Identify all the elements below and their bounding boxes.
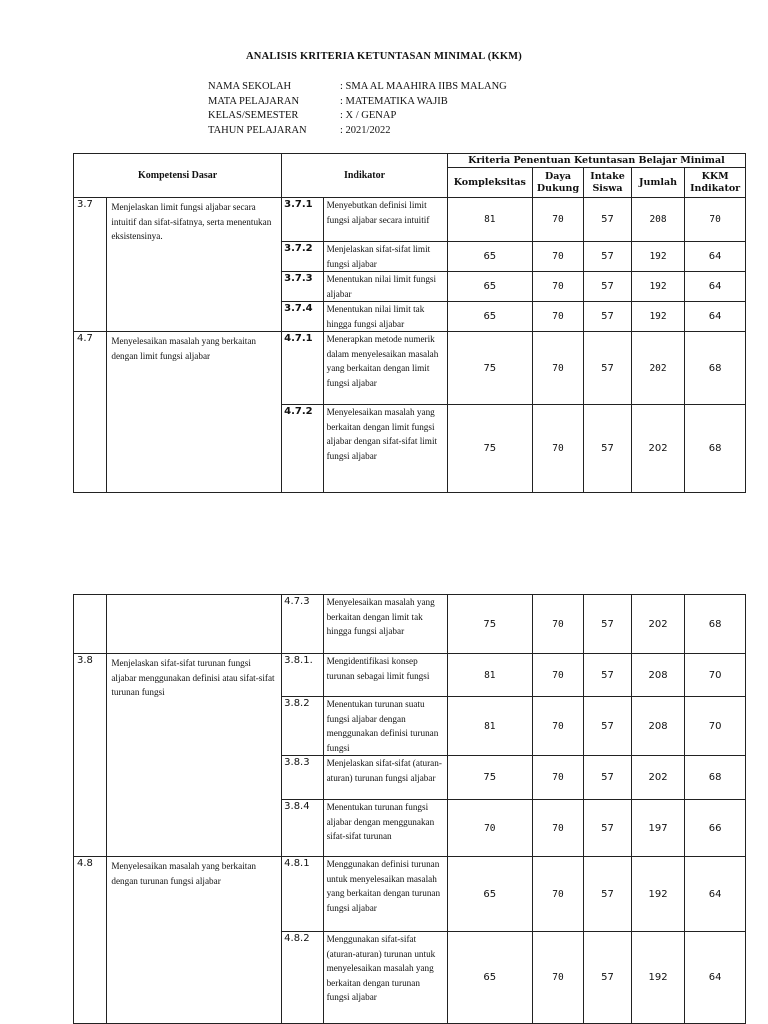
value-jumlah: 202	[631, 756, 685, 800]
value-kkm: 64	[685, 302, 746, 332]
value-jumlah: 192	[631, 242, 685, 272]
indicator-number: 3.7.1	[282, 198, 323, 242]
value-intake: 57	[584, 697, 631, 756]
value-kompleksitas: 65	[447, 857, 532, 932]
indicator-number: 3.7.2	[282, 242, 323, 272]
indicator-text: Menggunakan sifat-sifat (aturan-aturan) turunan untuk menyelesaikan masalah yang berkaitan dengan turunan fungsi aljabar	[323, 932, 447, 1024]
value-intake: 57	[584, 857, 631, 932]
meta-row-subject	[208, 95, 507, 110]
value-intake: 57	[584, 272, 631, 302]
document-title: ANALISIS KRITERIA KETUNTASAN MINIMAL (KKM)	[246, 51, 522, 62]
value-daya-dukung: 70	[532, 405, 584, 493]
meta-value: : SMA AL MAAHIRA IIBS MALANG	[340, 81, 507, 92]
value-daya-dukung: 70	[532, 595, 584, 654]
header-kkm-indikator: KKM Indikator	[685, 168, 746, 198]
meta-label: TAHUN PELAJARAN	[208, 124, 307, 136]
value-kompleksitas: 65	[447, 242, 532, 272]
indicator-text: Menentukan turunan fungsi aljabar dengan menggunakan sifat-sifat turunan	[323, 800, 447, 857]
value-jumlah: 208	[631, 697, 685, 756]
value-jumlah: 197	[631, 800, 685, 857]
value-jumlah: 192	[631, 932, 685, 1024]
indicator-number: 4.8.2	[282, 932, 323, 1024]
value-daya-dukung: 70	[532, 800, 584, 857]
meta-label: KELAS/SEMESTER	[208, 110, 299, 121]
value-intake: 57	[584, 242, 631, 272]
value-kkm: 66	[685, 800, 746, 857]
value-kkm: 68	[685, 332, 746, 405]
header-kompetensi-dasar: Kompetensi Dasar	[74, 154, 282, 198]
header-kompleksitas: Kompleksitas	[447, 168, 532, 198]
indicator-number: 4.8.1	[282, 857, 323, 932]
kkm-table-page-2	[73, 594, 746, 1024]
kd-description: Menyelesaikan masalah yang berkaitan dengan turunan fungsi aljabar	[107, 857, 282, 1024]
indicator-number: 3.8.1.	[282, 654, 323, 697]
kd-number: 3.8	[74, 654, 107, 857]
value-kompleksitas: 65	[447, 932, 532, 1024]
value-intake: 57	[584, 405, 631, 493]
value-daya-dukung: 70	[532, 272, 584, 302]
value-daya-dukung: 70	[532, 302, 584, 332]
value-kompleksitas: 81	[447, 198, 532, 242]
value-daya-dukung: 70	[532, 932, 584, 1024]
kd-description: Menyelesaikan masalah yang berkaitan dengan limit fungsi aljabar	[107, 332, 282, 493]
header-kriteria: Kriteria Penentuan Ketuntasan Belajar Minimal	[447, 154, 745, 168]
indicator-text: Menjelaskan sifat-sifat limit fungsi aljabar	[323, 242, 447, 272]
indicator-text: Menjelaskan sifat-sifat (aturan-aturan) turunan fungsi aljabar	[323, 756, 447, 800]
indicator-number: 3.8.3	[282, 756, 323, 800]
indicator-number: 3.7.4	[282, 302, 323, 332]
indicator-text: Menggunakan definisi turunan untuk menyelesaikan masalah yang berkaitan dengan turunan fungsi aljabar	[323, 857, 447, 932]
header-jumlah: Jumlah	[631, 168, 685, 198]
value-jumlah: 202	[631, 595, 685, 654]
meta-label: MATA PELAJARAN	[208, 95, 300, 107]
value-daya-dukung: 70	[532, 332, 584, 405]
indicator-text: Menentukan nilai limit fungsi aljabar	[323, 272, 447, 302]
kd-number: 4.7	[74, 332, 107, 493]
meta-value: : 2021/2022	[340, 124, 391, 136]
indicator-number: 4.7.3	[282, 595, 323, 654]
kd-description: Menjelaskan sifat-sifat turunan fungsi aljabar menggunakan definisi atau sifat-sifat turunan fungsi	[107, 654, 282, 857]
value-daya-dukung: 70	[532, 857, 584, 932]
indicator-text: Mengidentifikasi konsep turunan sebagai limit fungsi	[323, 654, 447, 697]
indicator-text: Menentukan turunan suatu fungsi aljabar dengan menggunakan definisi turunan fungsi	[323, 697, 447, 756]
value-kkm: 70	[685, 654, 746, 697]
value-jumlah: 192	[631, 302, 685, 332]
value-intake: 57	[584, 332, 631, 405]
value-kkm: 70	[685, 697, 746, 756]
value-daya-dukung: 70	[532, 242, 584, 272]
value-kkm: 68	[685, 595, 746, 654]
indicator-number: 3.7.3	[282, 272, 323, 302]
kd-number	[74, 595, 107, 654]
meta-value: : X / GENAP	[340, 110, 397, 121]
value-kompleksitas: 65	[447, 272, 532, 302]
value-jumlah: 208	[631, 198, 685, 242]
value-daya-dukung: 70	[532, 756, 584, 800]
value-jumlah: 202	[631, 332, 685, 405]
value-kompleksitas: 81	[447, 697, 532, 756]
indicator-text: Menerapkan metode numerik dalam menyelesaikan masalah yang berkaitan dengan limit fungsi aljabar	[323, 332, 447, 405]
value-jumlah: 192	[631, 272, 685, 302]
value-daya-dukung: 70	[532, 697, 584, 756]
value-kkm: 64	[685, 272, 746, 302]
indicator-number: 3.8.4	[282, 800, 323, 857]
value-kkm: 64	[685, 242, 746, 272]
meta-row-school	[208, 80, 507, 95]
kkm-table-page-1	[73, 153, 746, 493]
kd-number: 4.8	[74, 857, 107, 1024]
value-kompleksitas: 65	[447, 302, 532, 332]
value-intake: 57	[584, 932, 631, 1024]
indicator-number: 3.8.2	[282, 697, 323, 756]
value-jumlah: 192	[631, 857, 685, 932]
header-daya-dukung: Daya Dukung	[532, 168, 584, 198]
value-jumlah: 208	[631, 654, 685, 697]
indicator-number: 4.7.2	[282, 405, 323, 493]
school-info	[208, 80, 507, 138]
value-intake: 57	[584, 654, 631, 697]
meta-label: NAMA SEKOLAH	[208, 81, 292, 92]
value-daya-dukung: 70	[532, 198, 584, 242]
value-intake: 57	[584, 800, 631, 857]
value-intake: 57	[584, 198, 631, 242]
indicator-text: Menyelesaikan masalah yang berkaitan dengan limit tak hingga fungsi aljabar	[323, 595, 447, 654]
value-daya-dukung: 70	[532, 654, 584, 697]
indicator-text: Menyelesaikan masalah yang berkaitan dengan limit fungsi aljabar dengan sifat-sifat limit fungsi aljabar	[323, 405, 447, 493]
value-kkm: 68	[685, 405, 746, 493]
value-jumlah: 202	[631, 405, 685, 493]
value-kompleksitas: 70	[447, 800, 532, 857]
value-kkm: 68	[685, 756, 746, 800]
kd-description: Menjelaskan limit fungsi aljabar secara intuitif dan sifat-sifatnya, serta menentukan eksistensinya.	[107, 198, 282, 332]
meta-row-year	[208, 124, 507, 139]
value-intake: 57	[584, 756, 631, 800]
value-kkm: 70	[685, 198, 746, 242]
value-kkm: 64	[685, 932, 746, 1024]
indicator-text: Menyebutkan definisi limit fungsi aljabar secara intuitif	[323, 198, 447, 242]
value-kkm: 64	[685, 857, 746, 932]
header-intake-siswa: Intake Siswa	[584, 168, 631, 198]
value-kompleksitas: 75	[447, 756, 532, 800]
indicator-number: 4.7.1	[282, 332, 323, 405]
value-intake: 57	[584, 595, 631, 654]
value-intake: 57	[584, 302, 631, 332]
header-indikator: Indikator	[282, 154, 448, 198]
meta-row-class	[208, 109, 507, 124]
value-kompleksitas: 75	[447, 332, 532, 405]
value-kompleksitas: 75	[447, 405, 532, 493]
meta-value: : MATEMATIKA WAJIB	[340, 95, 448, 107]
value-kompleksitas: 75	[447, 595, 532, 654]
kd-number: 3.7	[74, 198, 107, 332]
value-kompleksitas: 81	[447, 654, 532, 697]
kd-description	[107, 595, 282, 654]
indicator-text: Menentukan nilai limit tak hingga fungsi aljabar	[323, 302, 447, 332]
